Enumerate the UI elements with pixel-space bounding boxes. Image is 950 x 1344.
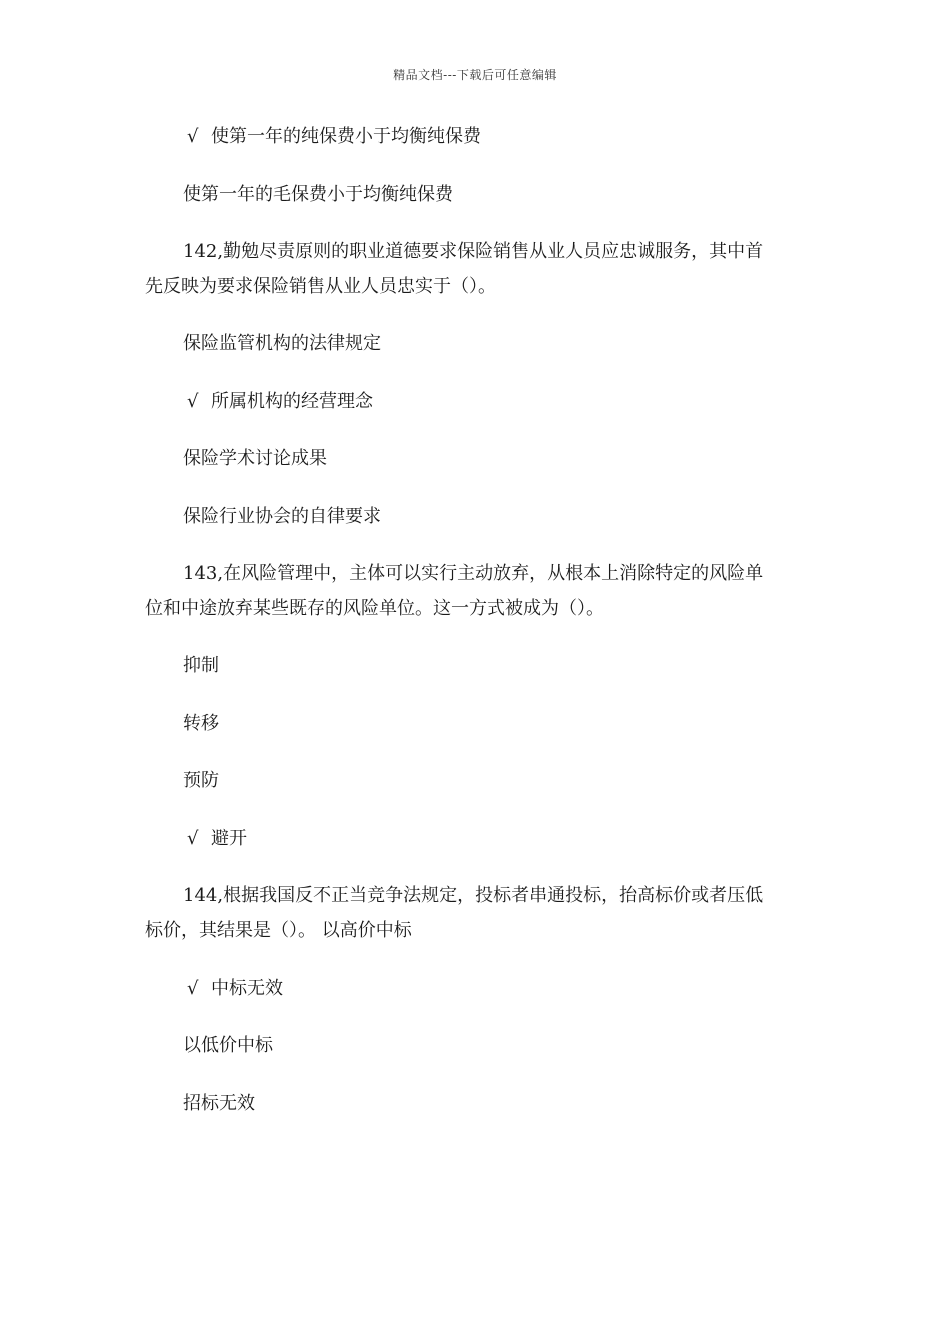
option-correct xyxy=(183,828,247,850)
option-correct xyxy=(183,126,481,148)
option-correct xyxy=(183,391,373,413)
option-text: 所属机构的经营理念 xyxy=(211,391,373,412)
option-correct xyxy=(183,978,283,1000)
option xyxy=(183,713,219,735)
option-text: 保险学术讨论成果 xyxy=(183,448,327,469)
option-text: 转移 xyxy=(183,713,219,734)
check-mark-icon: √ xyxy=(187,978,199,999)
option xyxy=(183,1093,255,1115)
question-142-line-1: 142,勤勉尽责原则的职业道德要求保险销售从业人员应忠诚服务，其中首 xyxy=(183,241,764,262)
option xyxy=(183,184,453,206)
option-text: 招标无效 xyxy=(183,1093,255,1114)
option-text: 预防 xyxy=(183,770,219,791)
option xyxy=(183,655,219,677)
check-mark-icon: √ xyxy=(187,391,199,412)
question-144-line-2: 标价，其结果是（）。 以高价中标 xyxy=(145,920,412,941)
question-144-line-1: 144,根据我国反不正当竞争法规定，投标者串通投标，抬高标价或者压低 xyxy=(183,885,764,906)
option-text: 使第一年的毛保费小于均衡纯保费 xyxy=(183,184,453,205)
option xyxy=(183,770,219,792)
option xyxy=(183,506,381,528)
question-143-line-1: 143,在风险管理中，主体可以实行主动放弃，从根本上消除特定的风险单 xyxy=(183,563,764,584)
option-text: 中标无效 xyxy=(211,978,283,999)
option xyxy=(183,448,327,470)
option xyxy=(183,1035,273,1057)
option-text: 保险监管机构的法律规定 xyxy=(183,333,381,354)
check-mark-icon: √ xyxy=(187,126,199,147)
option xyxy=(183,333,381,355)
option-text: 保险行业协会的自律要求 xyxy=(183,506,381,527)
question-142-line-2: 先反映为要求保险销售从业人员忠实于（）。 xyxy=(145,276,496,297)
question-143-line-2: 位和中途放弃某些既存的风险单位。这一方式被成为（）。 xyxy=(145,598,604,619)
option-text: 以低价中标 xyxy=(183,1035,273,1056)
option-text: 避开 xyxy=(211,828,247,849)
option-text: 抑制 xyxy=(183,655,219,676)
option-text: 使第一年的纯保费小于均衡纯保费 xyxy=(211,126,481,147)
page-header: 精品文档---下载后可任意编辑 xyxy=(393,68,557,82)
check-mark-icon: √ xyxy=(187,828,199,849)
